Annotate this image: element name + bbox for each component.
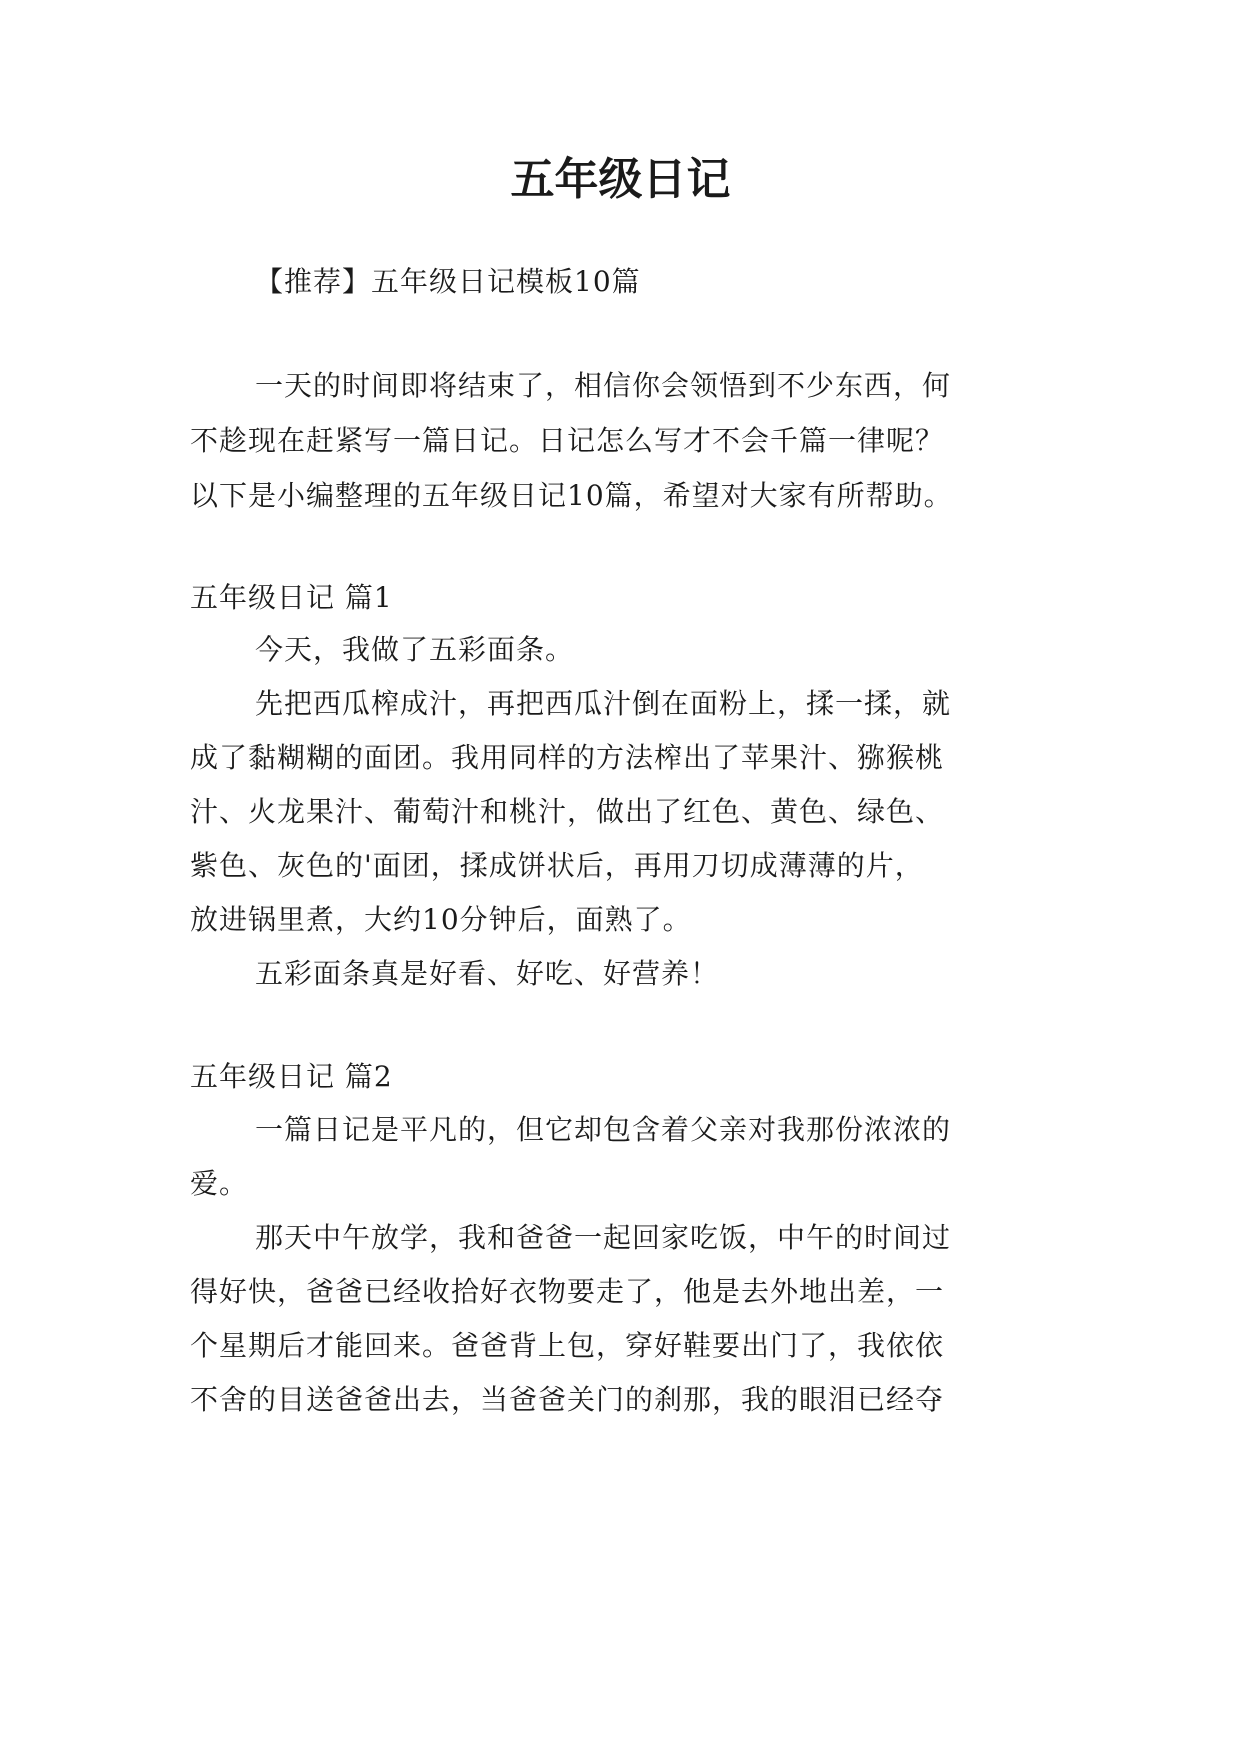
entry-line: 成了黏糊糊的面团。我用同样的方法榨出了苹果汁、猕猴桃 — [190, 741, 945, 774]
entry-line: 不舍的目送爸爸出去，当爸爸关门的刹那，我的眼泪已经夺 — [190, 1383, 945, 1416]
entry-line: 那天中午放学，我和爸爸一起回家吃饭，中午的时间过 — [255, 1221, 952, 1254]
entry-line: 放进锅里煮，大约10分钟后，面熟了。 — [190, 903, 692, 936]
entry-line: 个星期后才能回来。爸爸背上包，穿好鞋要出门了，我依依 — [190, 1329, 945, 1362]
entry-line: 得好快，爸爸已经收拾好衣物要走了，他是去外地出差，一 — [190, 1275, 945, 1308]
intro-line: 一天的时间即将结束了，相信你会领悟到不少东西，何 — [255, 369, 952, 402]
entry-line: 汁、火龙果汁、葡萄汁和桃汁，做出了红色、黄色、绿色、 — [190, 795, 945, 828]
entry-line: 今天，我做了五彩面条。 — [255, 633, 575, 666]
entry-line: 先把西瓜榨成汁，再把西瓜汁倒在面粉上，揉一揉，就 — [255, 687, 952, 720]
entry-line: 一篇日记是平凡的，但它却包含着父亲对我那份浓浓的 — [255, 1113, 952, 1146]
intro-line: 不趁现在赶紧写一篇日记。日记怎么写才不会千篇一律呢？ — [190, 424, 945, 457]
entry-line: 五彩面条真是好看、好吃、好营养！ — [255, 957, 720, 990]
document-subtitle: 【推荐】五年级日记模板10篇 — [255, 265, 641, 298]
entry-line: 紫色、灰色的'面团，揉成饼状后，再用刀切成薄薄的片， — [190, 849, 924, 882]
entry-heading: 五年级日记 篇2 — [190, 1060, 393, 1093]
intro-line: 以下是小编整理的五年级日记10篇，希望对大家有所帮助。 — [190, 479, 953, 512]
entry-heading: 五年级日记 篇1 — [190, 581, 393, 614]
entry-line: 爱。 — [190, 1167, 249, 1200]
document-title: 五年级日记 — [510, 154, 731, 205]
